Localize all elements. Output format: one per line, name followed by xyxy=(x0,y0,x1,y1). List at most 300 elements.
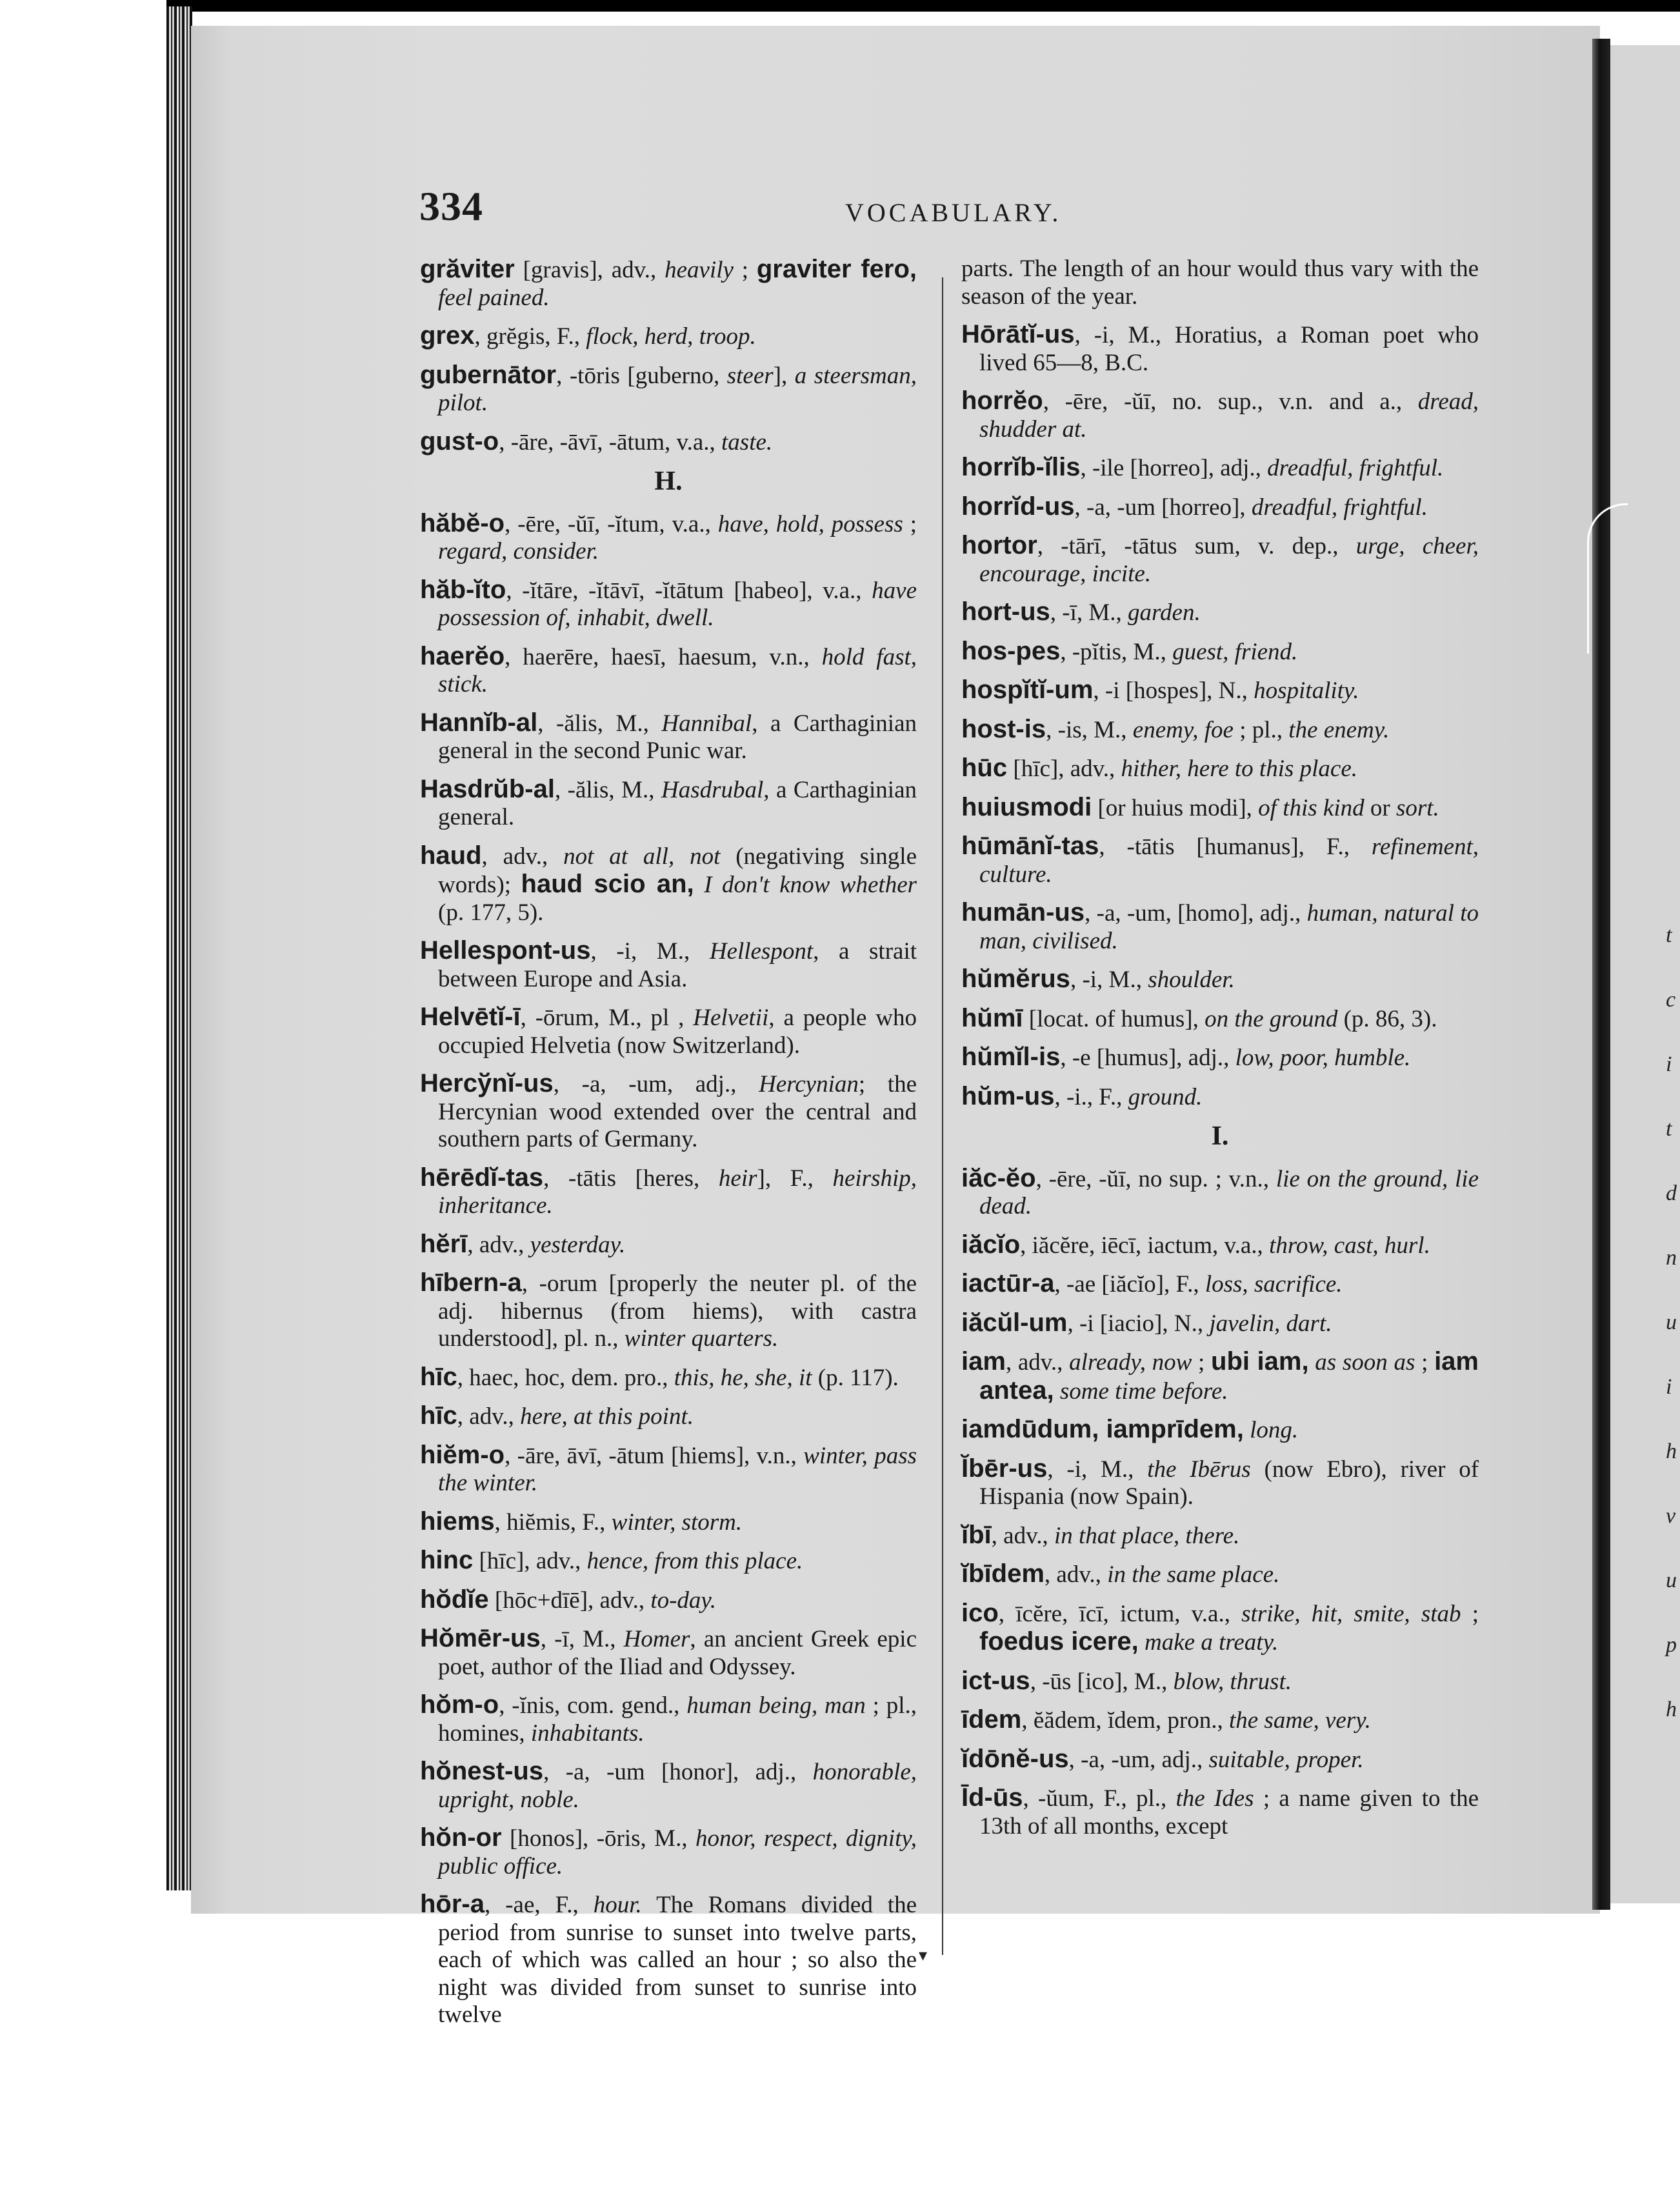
headword: hortor xyxy=(961,531,1037,559)
entry-text: parts. The length of an hour would thus vary with the season of the year. xyxy=(961,255,1479,310)
vocabulary-entry xyxy=(961,1348,1479,1405)
headword: hŏdĭe xyxy=(420,1585,489,1614)
vocabulary-entry xyxy=(961,1560,1479,1589)
vocabulary-entry xyxy=(420,576,917,632)
entry-text: , -i, M., xyxy=(590,938,710,965)
entry-text: , -tōris [guberno, xyxy=(556,362,727,389)
entry-text: ; the Hercynian wood extended over the central and southern parts of Germany. xyxy=(438,1071,917,1152)
entry-text: , hiĕmis, F., xyxy=(494,1508,612,1536)
headword: hiems xyxy=(420,1507,495,1536)
entry-text: ; pl., homines, xyxy=(438,1692,917,1747)
definition-italic: sort. xyxy=(1395,794,1439,821)
vocabulary-entry xyxy=(961,1667,1479,1696)
vocabulary-entry xyxy=(961,598,1479,627)
headword: hŏn-or xyxy=(420,1823,502,1852)
headword: gubernātor xyxy=(420,360,557,389)
entry-text xyxy=(694,872,705,898)
definition-italic: enemy, foe xyxy=(1132,716,1234,743)
definition-italic: lie on the ground, lie dead. xyxy=(979,1165,1479,1219)
definition-italic: urge, cheer, encourage, incite. xyxy=(979,533,1479,587)
definition-italic: the Ides xyxy=(1175,1785,1254,1812)
vocabulary-entry xyxy=(420,1441,917,1498)
definition-italic: heir xyxy=(718,1165,757,1192)
facing-page-letter: u xyxy=(1666,1310,1677,1334)
definition-italic: on the ground xyxy=(1205,1005,1338,1032)
vocabulary-entry xyxy=(961,637,1479,666)
definition-italic: taste. xyxy=(721,428,773,456)
scan-left-margin xyxy=(0,0,166,2204)
definition-italic: Homer xyxy=(623,1626,690,1652)
definition-italic: heirship, inheritance. xyxy=(438,1165,917,1219)
definition-italic: make a treaty. xyxy=(1145,1629,1279,1656)
entry-text: (p. 86, 3). xyxy=(1337,1005,1437,1032)
headword: foedus icere, xyxy=(979,1627,1139,1656)
entry-text: [or huius modi], xyxy=(1092,794,1259,821)
facing-page-letter: p xyxy=(1666,1633,1677,1657)
vocabulary-entry xyxy=(961,1416,1479,1445)
entry-text: , adv., xyxy=(481,843,564,870)
headword: ĭdōnĕ-us xyxy=(961,1744,1069,1773)
definition-italic: dreadful, frightful. xyxy=(1267,455,1444,481)
entry-text: , a Carthaginian general in the second Punic war. xyxy=(438,710,917,764)
definition-italic: Hasdrubal xyxy=(661,776,764,803)
entry-text: ; a name given to the 13th of all months, except xyxy=(979,1785,1479,1839)
headword: hŏm-o xyxy=(420,1690,499,1719)
definition-italic: strike, hit, smite, stab xyxy=(1241,1600,1461,1627)
entry-text: , a people who occupied Helvetia (now Switzerland). xyxy=(438,1005,917,1059)
entry-text: , -a, -um [horreo], xyxy=(1074,494,1252,521)
entry-text: , -ĭnis, com. gend., xyxy=(499,1692,687,1719)
entry-text: [hōc+dīē], adv., xyxy=(488,1587,651,1614)
headword: Helvētĭ-ī xyxy=(420,1003,521,1031)
entry-text: , -ēre, -ŭī, no sup. ; v.n., xyxy=(1035,1165,1276,1192)
headword: haud scio an, xyxy=(521,870,694,898)
entry-text: , adv., xyxy=(1005,1349,1070,1376)
entry-text: ; xyxy=(1192,1349,1212,1376)
entry-text: , -ae, F., xyxy=(485,1892,594,1918)
entry-text xyxy=(1054,1378,1060,1405)
headword: hīc xyxy=(420,1401,457,1430)
headword: Hōrātĭ-us xyxy=(961,320,1075,348)
definition-italic: hospitality. xyxy=(1254,677,1359,704)
definition-italic: hence, from this place. xyxy=(586,1548,803,1574)
facing-page-letter: v xyxy=(1666,1504,1676,1528)
headword: hos-pes xyxy=(961,636,1061,665)
vocabulary-entry xyxy=(420,428,917,457)
headword: iam xyxy=(961,1347,1006,1376)
headword: hērēdĭ-tas xyxy=(420,1163,544,1192)
definition-italic: garden. xyxy=(1128,599,1201,626)
definition-italic: the Ibērus xyxy=(1147,1456,1251,1483)
headword: hōr-a xyxy=(420,1890,485,1918)
vocabulary-entry xyxy=(961,1309,1479,1338)
vocabulary-entry xyxy=(961,716,1479,745)
headword: graviter fero, xyxy=(756,255,917,283)
entry-text: ; pl., xyxy=(1233,716,1289,743)
facing-page-letter: i xyxy=(1666,1375,1672,1399)
vocabulary-entry xyxy=(420,255,917,312)
vocabulary-entry xyxy=(420,1625,917,1681)
entry-text: , -a, -um, adj., xyxy=(1068,1746,1209,1773)
vocabulary-entry xyxy=(961,1083,1479,1112)
definition-italic: some time before. xyxy=(1059,1378,1228,1405)
entry-continuation xyxy=(961,255,1479,310)
headword: iamdūdum, iamprīdem, xyxy=(961,1415,1244,1443)
entry-text: ; xyxy=(733,257,757,283)
running-head: VOCABULARY. xyxy=(845,198,1062,227)
headword: ĭbīdem xyxy=(961,1559,1045,1588)
headword: hŏnest-us xyxy=(420,1757,544,1785)
definition-italic: already, now xyxy=(1069,1349,1192,1376)
entry-text xyxy=(1139,1629,1145,1656)
headword: iam antea, xyxy=(979,1347,1479,1405)
entry-text: ; xyxy=(1415,1349,1435,1376)
entry-text: ], xyxy=(773,362,795,389)
vocabulary-entry xyxy=(420,643,917,699)
vocabulary-entry xyxy=(420,709,917,765)
headword: hūc xyxy=(961,754,1008,782)
definition-italic: dreadful, frightful. xyxy=(1251,494,1428,521)
vocabulary-entry xyxy=(961,454,1479,483)
headword: Ĭbēr-us xyxy=(961,1454,1048,1483)
entry-text: , ĕădem, ĭdem, pron., xyxy=(1021,1707,1229,1734)
definition-italic: hold fast, stick. xyxy=(438,643,917,697)
definition-italic: winter, storm. xyxy=(611,1508,743,1536)
headword: hībern-a xyxy=(420,1268,522,1297)
vocabulary-entry xyxy=(420,1691,917,1747)
definition-italic: honor, respect, dignity, public office. xyxy=(438,1825,917,1879)
definition-italic: winter, pass the winter. xyxy=(438,1442,917,1496)
vocabulary-entry xyxy=(420,1890,917,2029)
vocabulary-entry xyxy=(420,1363,917,1392)
headword: hĕrī xyxy=(420,1229,468,1258)
entry-text: (now Ebro), river of Hispania (now Spain). xyxy=(979,1456,1479,1510)
vocabulary-entry xyxy=(420,842,917,927)
entry-text: , adv., xyxy=(457,1403,521,1430)
facing-page-letter: c xyxy=(1666,988,1676,1012)
headword: ubi iam, xyxy=(1211,1347,1309,1376)
headword: iactūr-a xyxy=(961,1269,1055,1297)
entry-text: , -ĭtāre, -ĭtāvī, -ĭtātum [habeo], v.a., xyxy=(506,577,872,604)
vocabulary-entry xyxy=(961,387,1479,443)
entry-text: , adv., xyxy=(991,1522,1054,1549)
vocabulary-entry xyxy=(961,1455,1479,1511)
entry-text: , -ae [iăcĭo], F., xyxy=(1054,1271,1205,1297)
headword: hūmānĭ-tas xyxy=(961,832,1099,860)
headword: hiĕm-o xyxy=(420,1440,505,1469)
definition-italic: low, poor, humble. xyxy=(1235,1045,1411,1071)
vocabulary-entry xyxy=(420,1547,917,1576)
entry-text: , -āre, āvī, -ātum [hiems], v.n., xyxy=(505,1442,804,1469)
definition-italic: dread, shudder at. xyxy=(979,388,1479,443)
definition-italic: yesterday. xyxy=(530,1231,626,1258)
headword: host-is xyxy=(961,714,1046,743)
headword: hŭm-us xyxy=(961,1081,1055,1110)
definition-italic: flock, herd, troop. xyxy=(586,323,756,350)
definition-italic: not at all, not xyxy=(563,843,721,870)
headword: grăviter xyxy=(420,255,515,283)
definition-italic: have possession of, inhabit, dwell. xyxy=(438,577,917,631)
vocabulary-entry xyxy=(961,832,1479,888)
entry-text: , iăcĕre, iēcī, iactum, v.a., xyxy=(1020,1232,1270,1259)
entry-text: , -pĭtis, M., xyxy=(1060,638,1173,665)
headword: Hercўnĭ-us xyxy=(420,1069,554,1097)
definition-italic: steer xyxy=(726,362,774,389)
vocabulary-entry xyxy=(961,1043,1479,1072)
entry-text: , -ōrum, M., pl , xyxy=(520,1005,694,1031)
vocabulary-entry xyxy=(961,1165,1479,1221)
definition-italic: hither, here to this place. xyxy=(1121,756,1358,782)
definition-italic: I don't know whether xyxy=(704,872,917,898)
facing-page-letter: h xyxy=(1666,1698,1677,1721)
definition-italic: as soon as xyxy=(1315,1349,1415,1376)
headword: Īd-ūs xyxy=(961,1783,1023,1812)
entry-text: [hīc], adv., xyxy=(1007,756,1121,782)
definition-italic: have, hold, possess xyxy=(717,510,903,537)
entry-text: , -ī, M., xyxy=(1050,599,1128,626)
entry-text xyxy=(1244,1417,1250,1443)
definition-italic: to-day. xyxy=(650,1587,717,1614)
definition-italic: heavily xyxy=(665,257,734,283)
vocabulary-entry xyxy=(961,493,1479,522)
definition-italic: of this kind xyxy=(1258,794,1365,821)
book-page-edges xyxy=(166,6,192,1890)
headword: ĭbī xyxy=(961,1520,992,1549)
headword: iăcŭl-um xyxy=(961,1308,1068,1337)
definition-italic: suitable, proper. xyxy=(1208,1746,1364,1773)
entry-text: , haerēre, haesī, haesum, v.n., xyxy=(505,643,822,670)
definition-italic: in that place, there. xyxy=(1054,1522,1240,1549)
entry-text: ; xyxy=(903,510,917,537)
entry-text: or xyxy=(1364,794,1396,821)
entry-text: , -a, -um [honor], adj., xyxy=(543,1759,813,1785)
vocabulary-entry xyxy=(420,1269,917,1353)
entry-text: , -ălis, M., xyxy=(537,710,662,737)
headword: hŭmī xyxy=(961,1003,1023,1032)
vocabulary-entry xyxy=(961,532,1479,588)
vocabulary-entry xyxy=(420,1824,917,1880)
entry-text: (negativing single words); xyxy=(438,843,917,898)
headword: Hŏmēr-us xyxy=(420,1624,541,1652)
definition-italic: javelin, dart. xyxy=(1209,1310,1332,1337)
entry-text: , -tātis [heres, xyxy=(543,1165,719,1192)
vocabulary-entry xyxy=(420,937,917,993)
headword: hăb-ĭto xyxy=(420,575,506,604)
definition-italic: the same, very. xyxy=(1228,1707,1371,1734)
entry-text: ; xyxy=(1461,1600,1479,1627)
entry-text: , īcĕre, īcī, ictum, v.a., xyxy=(998,1600,1242,1627)
definition-italic: long. xyxy=(1250,1417,1299,1443)
entry-text: , -tātis [humanus], F., xyxy=(1099,834,1372,860)
vocabulary-entry xyxy=(961,676,1479,705)
definition-italic: Hellespont xyxy=(709,938,814,965)
definition-italic: feel pained. xyxy=(438,284,550,311)
scan-top-border xyxy=(0,0,1680,12)
entry-text: , -a, -um, [homo], adj., xyxy=(1085,900,1307,927)
entry-text: The Romans divided the period from sunrise to sunset into twelve parts, each of which was called an hour ; so also the night was divided from sunset to sunrise into twelve xyxy=(438,1892,917,2028)
definition-italic: in the same place. xyxy=(1107,1561,1280,1588)
entry-text: , -i [iacio], N., xyxy=(1067,1310,1210,1337)
vocabulary-entry xyxy=(420,1164,917,1220)
facing-page-letters xyxy=(1666,903,1680,1742)
vocabulary-entry xyxy=(420,510,917,566)
definition-italic: the enemy. xyxy=(1288,716,1390,743)
definition-italic: Helvetii xyxy=(693,1005,769,1031)
entry-text: B.C. xyxy=(1105,349,1149,376)
headword: horrĕo xyxy=(961,386,1043,415)
entry-text xyxy=(1309,1349,1315,1376)
definition-italic: loss, sacrifice. xyxy=(1205,1271,1343,1297)
entry-text: , -i, M., xyxy=(1047,1456,1148,1483)
entry-text: (p. 177, 5). xyxy=(438,899,544,926)
vocabulary-entry xyxy=(420,1003,917,1059)
headword: humān-us xyxy=(961,898,1085,927)
vocabulary-entry xyxy=(961,1270,1479,1299)
facing-page-letter: t xyxy=(1666,1117,1672,1141)
entry-text: , -orum [properly the neuter pl. of the adj. hibernus (from hiems), with castra understood], pl. n., xyxy=(438,1270,917,1352)
vocabulary-entry xyxy=(961,1599,1479,1657)
vocabulary-entry xyxy=(961,899,1479,955)
definition-italic: human being, man xyxy=(686,1692,866,1719)
headword: horrĭb-ĭlis xyxy=(961,453,1081,481)
definition-italic: hour. xyxy=(593,1892,642,1918)
headword: horrĭd-us xyxy=(961,492,1075,521)
section-letter: H. xyxy=(654,466,683,496)
headword: ict-us xyxy=(961,1666,1030,1695)
entry-text: , -i [hospes], N., xyxy=(1093,677,1254,704)
definition-italic: regard, consider. xyxy=(438,538,599,565)
headword: hŭmĭl-is xyxy=(961,1043,1061,1071)
left-column xyxy=(420,255,917,2039)
entry-text: [hīc], adv., xyxy=(473,1548,587,1574)
entry-text: , grĕgis, F., xyxy=(474,323,586,350)
entry-text: , -ile [horreo], adj., xyxy=(1080,455,1268,481)
vocabulary-entry xyxy=(420,776,917,832)
vocabulary-entry xyxy=(420,1402,917,1431)
definition-italic: throw, cast, hurl. xyxy=(1269,1232,1430,1259)
entry-text: , -i., F., xyxy=(1054,1083,1128,1110)
entry-text: , -ălis, M., xyxy=(554,776,661,803)
headword: hăbĕ-o xyxy=(420,508,505,537)
entry-text: , -a, -um, adj., xyxy=(553,1071,759,1097)
definition-italic: ground. xyxy=(1128,1083,1203,1110)
vocabulary-entry xyxy=(420,361,917,417)
definition-italic: winter quarters. xyxy=(624,1325,779,1352)
entry-text: , an ancient Greek epic poet, author of the Iliad and Odyssey. xyxy=(438,1626,917,1680)
vocabulary-entry xyxy=(961,321,1479,377)
entry-text: , a strait between Europe and Asia. xyxy=(438,938,917,992)
facing-page-letter: u xyxy=(1666,1568,1677,1592)
entry-text: , a Carthaginian general. xyxy=(438,776,917,830)
vocabulary-entry xyxy=(961,965,1479,994)
definition-italic: a steersman, pilot. xyxy=(438,362,917,416)
vocabulary-entry xyxy=(420,1070,917,1154)
vocabulary-entry xyxy=(961,794,1479,823)
headword: Hasdrŭb-al xyxy=(420,774,555,803)
facing-page-letter: n xyxy=(1666,1246,1677,1270)
right-column xyxy=(961,255,1479,1850)
headword: hinc xyxy=(420,1546,474,1574)
definition-italic: guest, friend. xyxy=(1172,638,1298,665)
headword: haud xyxy=(420,841,482,870)
vocabulary-entry xyxy=(420,1508,917,1537)
definition-italic: refinement, culture. xyxy=(979,834,1479,888)
headword: hospĭtĭ-um xyxy=(961,676,1094,704)
column-rule xyxy=(942,277,943,1955)
entry-text: , -i, M., xyxy=(1070,967,1148,993)
page-number: 334 xyxy=(419,183,483,229)
headword: iăc-ĕo xyxy=(961,1163,1036,1192)
vocabulary-entry xyxy=(420,1758,917,1814)
entry-text: , -āre, -āvī, -ātum, v.a., xyxy=(499,428,722,456)
entry-text: , -ēre, -ŭī, no. sup., v.n. and a., xyxy=(1043,388,1418,415)
headword: Hannĭb-al xyxy=(420,708,538,737)
headword: Hellespont-us xyxy=(420,936,591,965)
vocabulary-entry xyxy=(961,754,1479,783)
entry-text: ], F., xyxy=(757,1165,833,1192)
entry-text: [honos], -ōris, M., xyxy=(501,1825,695,1852)
facing-page-letter: d xyxy=(1666,1181,1677,1205)
entry-text: , -is, M., xyxy=(1046,716,1133,743)
entry-text: , -ī, M., xyxy=(540,1626,624,1652)
book-gutter xyxy=(1592,39,1610,1910)
vocabulary-entry xyxy=(961,1784,1479,1840)
headword: iăcĭo xyxy=(961,1230,1021,1259)
entry-text: [gravis], adv., xyxy=(514,257,665,283)
entry-text: , -e [humus], adj., xyxy=(1060,1045,1235,1071)
entry-text: , -ŭum, F., pl., xyxy=(1023,1785,1176,1812)
page-curl-mark xyxy=(1587,503,1628,654)
entry-text: , -tārī, -tātus sum, v. dep., xyxy=(1037,533,1356,559)
definition-italic: Hercynian xyxy=(759,1071,859,1097)
headword: ico xyxy=(961,1598,999,1627)
headword: īdem xyxy=(961,1705,1022,1734)
definition-italic: honorable, upright, noble. xyxy=(438,1759,917,1813)
section-letter: I. xyxy=(1211,1121,1229,1151)
scan-bottom-mark: ▾ xyxy=(919,1946,928,1965)
definition-italic: shoulder. xyxy=(1148,967,1235,993)
headword: gust-o xyxy=(420,426,499,456)
definition-italic: human, natural to man, civilised. xyxy=(979,900,1479,954)
headword: hīc xyxy=(420,1362,457,1391)
entry-text: , -i, M., Horatius, a Roman poet who lived 65—8, xyxy=(979,322,1479,376)
entry-text: , adv., xyxy=(1044,1561,1108,1588)
vocabulary-entry xyxy=(961,1005,1479,1034)
entry-text: [locat. of humus], xyxy=(1023,1005,1205,1032)
facing-page-letter: i xyxy=(1666,1052,1672,1076)
headword: haerĕo xyxy=(420,641,505,670)
vocabulary-entry xyxy=(420,322,917,351)
headword: huiusmodi xyxy=(961,792,1092,821)
definition-italic: blow, thrust. xyxy=(1173,1668,1292,1695)
entry-text: , -ēre, -ŭī, -ĭtum, v.a., xyxy=(505,510,718,537)
definition-italic: Hannibal xyxy=(661,710,752,737)
definition-italic: this, he, she, it xyxy=(674,1364,812,1391)
headword: hort-us xyxy=(961,597,1050,626)
entry-text: , haec, hoc, dem. pro., xyxy=(457,1364,674,1391)
vocabulary-entry xyxy=(961,1521,1479,1550)
entry-text: (p. 117). xyxy=(812,1364,899,1391)
headword: grex xyxy=(420,321,475,350)
vocabulary-entry xyxy=(961,1745,1479,1774)
entry-text: , adv., xyxy=(467,1231,530,1258)
vocabulary-entry xyxy=(961,1706,1479,1735)
vocabulary-entry xyxy=(420,1586,917,1615)
definition-italic: inhabitants. xyxy=(530,1719,645,1747)
entry-text: , -ūs [ico], M., xyxy=(1030,1668,1174,1695)
vocabulary-entry xyxy=(420,1230,917,1259)
facing-page-letter: h xyxy=(1666,1439,1677,1463)
